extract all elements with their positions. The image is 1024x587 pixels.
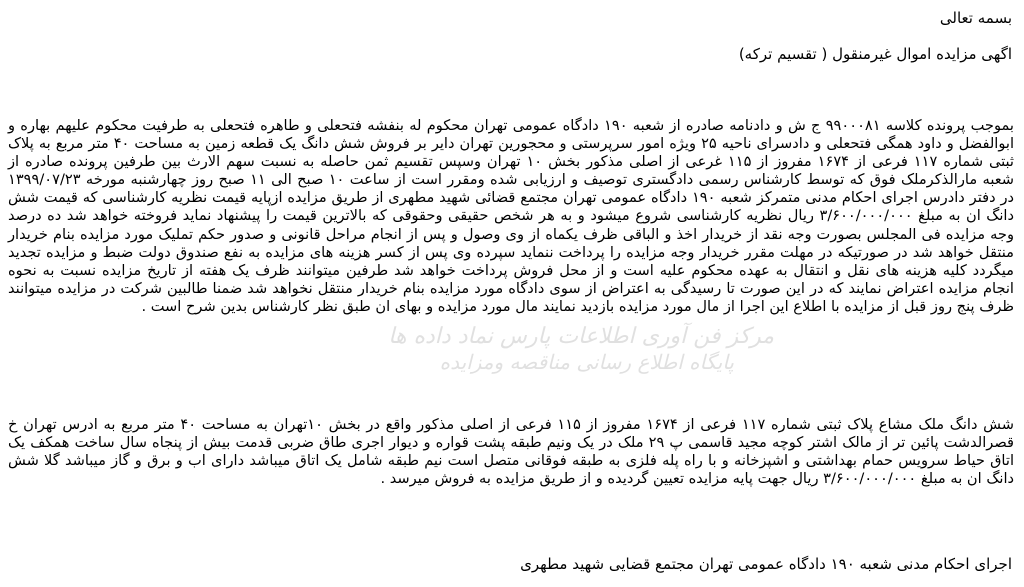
notice-title: اگهی مزایده اموال غیرمنقول ( تقسیم ترکه) [738,45,1012,63]
bismillah-heading: بسمه تعالی [939,9,1012,27]
watermark-line-2: پایگاه اطلاع رسانی مناقصه ومزایده [439,350,734,374]
property-description-paragraph: شش دانگ ملک مشاع پلاک ثبتی شماره ۱۱۷ فرعی از ۱۶۷۴ مفروز از ۱۱۵ فرعی از اصلی مذکور واقع در بخش ۱۰تهران به مساحت ۴۰ متر مربع به ادرس تهران خ قصرالدشت پائین تر از مالک اشتر کوچه مجید قاسمی پ ۲۹ ملک در یک ونیم طبقه پشت قواره و دیوار اجری طاق ضربی قدمت بیش از پنجاه سال ساخت همکف یک اتاق حیاط سرویس حمام بهداشتی و اشپزخانه و با راه پله فلزی به طبقه فوقانی متصل است نیم طبقه شامل یک اتاق میباشد دارای اب و برق و گاز میباشد گلا شش دانگ ان به مبلغ ۳/۶۰۰/۰۰۰/۰۰۰ ریال جهت پایه مزایده تعیین گردیده و از طریق مزایده به فروش میرسد . [8,416,1014,488]
notice-paragraph-main: بموجب پرونده کلاسه ۹۹۰۰۰۸۱ ج ش و دادنامه صادره از شعبه ۱۹۰ دادگاه عمومی تهران محکوم له بنفشه فتحعلی و طاهره فتحعلی به طرفیت محکوم علیهم بهاره و ابوالفضل و داود همگی فتحعلی و دادسرای ناحیه ۲۵ ویژه امور سرپرستی و محجورین تهران دایر بر فروش شش دانگ یک قطعه زمین به مساحت ۴۰ متر مربع به پلاک ثبتی شماره ۱۱۷ فرعی از ۱۶۷۴ مفروز از ۱۱۵ غرعی از اصلی مذکور بخش ۱۰ تهران وسپس تقسیم ثمن حاصله به نسبت سهم الارث بین طرفین پرونده صادره از شعبه مارالذکرملک فوق که توسط کارشناس رسمی دادگستری توصیف و ارزیابی شده ومقرر است از ساعت ۱۰ صبح الی ۱۱ صبح روز چهارشنبه مورخه ۱۳۹۹/۰۷/۲۳ در دفتر دادرس اجرای احکام مدنی متمرکز شعبه ۱۹۰ دادگاه عمومی تهران مجتمع قضائی شهید مطهری از طریق مزایده ازپایه قیمت نظریه کارشناسی که قیمت شش دانگ ان به مبلغ ۳/۶۰۰/۰۰۰/۰۰۰ ریال نظریه کارشناسی شروع میشود و به هر شخص حقیقی وحقوقی که بالاترین قیمت را پیشنهاد نماید فروخته خواهد شد ده درصد وجه مزایده فی المجلس بصورت وجه نقد از خریدار اخذ و الباقی ظرف یکماه از وی وصول و پس از انجام مراحل قانونی و صدور حکم تملیک مورد مزایده بنام خریدار منتقل خواهد شد در صورتیکه در مهلت مقرر خریدار وجه مزایده را پرداخت ننماید سپرده وی پس از کسر هزینه های مزایده به نفع صندوق دولت ضبط و مزایده تجدید میگردد کلیه هزینه های نقل و انتقال به عهده محکوم علیه است و از محل فروش پرداخت خواهد شد طرفین میتوانند ظرف یک هفته از تاریخ مزایده نسبت به نحوه انجام مزایده اعتراض نمایند که در این صورت تا رسیدگی به اعتراض از سوی دادگاه مورد مزایده بنام خریدار منتقل نخواهد شد ضمنا طالبین شرکت در مزایده میتوانند ظرف پنج روز قبل از مزایده با اطلاع این اجرا از مال مورد مزایده بازدید نمایند مال مورد مزایده و بهای ان طبق نظر کارشناس بدین شرح است . [8,117,1014,315]
issuer-signature: اجرای احکام مدنی شعبه ۱۹۰ دادگاه عمومی تهران مجتمع قضایی شهید مطهری [520,555,1012,573]
watermark-line-1: مرکز فن آوری اطلاعات پارس نماد داده ها [388,324,774,349]
